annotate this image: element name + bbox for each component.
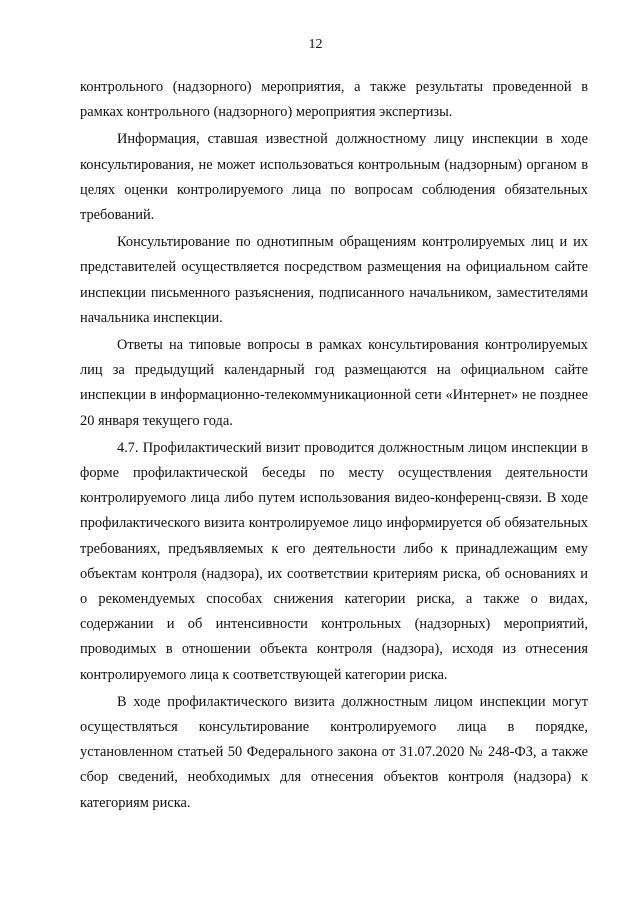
paragraph-typical-questions: Ответы на типовые вопросы в рамках консультирования контролируемых лиц за предыдущий календарный год размещаются на официальном сайте инспекции в информационно-телекоммуникационной сети «Интернет» не позднее 20 января текущего года. <box>80 337 588 429</box>
paragraph-visit-consultation: В ходе профилактического визита должностным лицом инспекции могут осуществляться консультирование контролируемого лица в порядке, установленном статьей 50 Федерального закона от 31.07.2020 № 248-ФЗ, а также сбор сведений, необходимых для отнесения объектов контроля (надзора) к категориям риска. <box>80 693 588 811</box>
paragraph-consultation-similar-requests: Консультирование по однотипным обращениям контролируемых лиц и их представителей осуществляется посредством размещения на официальном сайте инспекции письменного разъяснения, подписанного начальником, заместителями начальника инспекции. <box>80 234 588 326</box>
document-body <box>80 75 588 816</box>
page-number: 12 <box>308 37 323 52</box>
paragraph-consultation-info: Информация, ставшая известной должностному лицу инспекции в ходе консультирования, не может использоваться контрольным (надзорным) органом в целях оценки контролируемого лица по вопросам соблюдения обязательных требований. <box>80 131 588 224</box>
paragraph-continuation: контрольного (надзорного) мероприятия, а также результаты проведенной в рамках контрольного (надзорного) мероприятия экспертизы. <box>80 79 588 121</box>
paragraph-preventive-visit: 4.7. Профилактический визит проводится должностным лицом инспекции в форме профилактической беседы по месту осуществления деятельности контролируемого лица либо путем использования видео-конференц-связи. В ходе профилактического визита контролируемое лицо информируется об обязательных требованиях, предъявляемых к его деятельности либо к принадлежащим ему объектам контроля (надзора), их соответствии критериям риска, об основаниях и о рекомендуемых способах снижения категории риска, а также о видах, содержании и об интенсивности контрольных (надзорных) мероприятий, проводимых в отношении объекта контроля (надзора), исходя из отнесения контролируемого лица к соответствующей категории риска. <box>80 439 588 683</box>
